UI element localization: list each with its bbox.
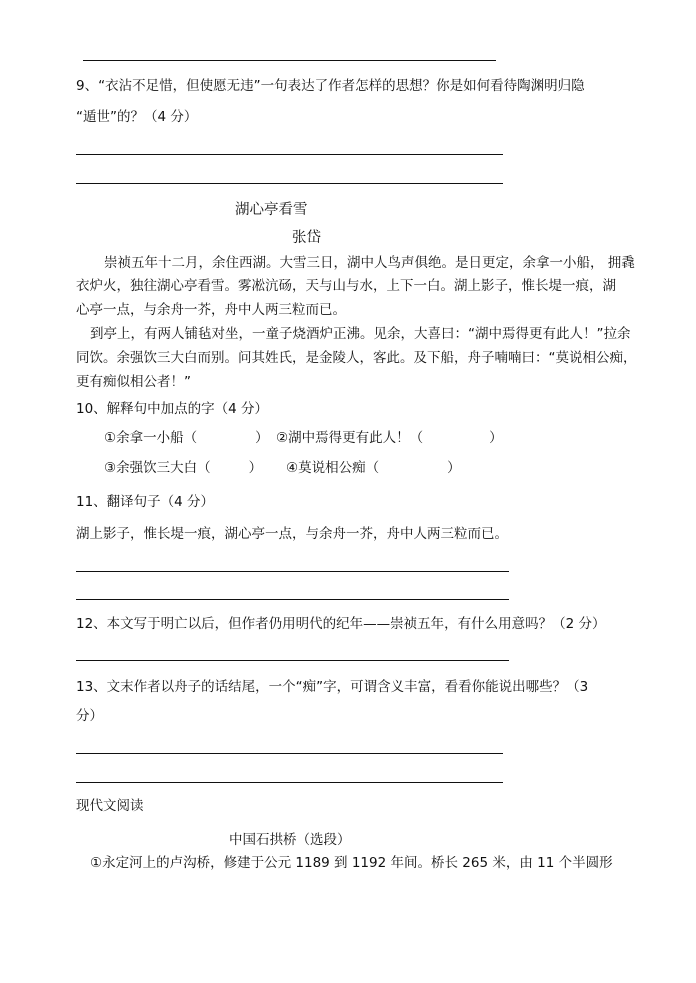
poem-paragraph-2-line-3: 更有痴似相公者！” [76,374,191,390]
item-close: ） [255,430,269,446]
item-text: ①余拿一小船（ [104,430,198,446]
item-text: ②湖中焉得更有此人！（ [276,430,424,446]
item-text: ③余强饮三大白（ [104,460,211,476]
question-12: 12、本文写于明亡以后，但作者仍用明代的纪年——崇祯五年，有什么用意吗？（2 分） [76,616,606,632]
poem-title: 湖心亭看雪 [235,202,308,218]
question-9-line-1: 9、“衣沾不足惜，但使愿无违”一句表达了作者怎样的思想？你是如何看待陶渊明归隐 [76,78,585,94]
poem-paragraph-1-line-3: 心亭一点，与余舟一芥，舟中人两三粒而已。 [76,302,346,318]
poem-paragraph-1-line-1: 崇祯五年十二月，余住西湖。大雪三日，湖中人鸟声俱绝。是日更定，余拿一小船， 拥毳 [104,255,635,271]
question-13-line-1: 13、文末作者以舟子的话结尾，一个“痴”字，可谓含义丰富，看看你能说出哪些？（3 [76,679,589,695]
question-10-item-2 [276,428,503,448]
poem-author: 张岱 [292,230,321,246]
question-10-item-1 [104,428,269,448]
question-11-title: 11、翻译句子（4 分） [76,494,215,510]
question-11-sentence: 湖上影子，惟长堤一痕，湖心亭一点，与余舟一芥，舟中人两三粒而已。 [76,526,508,542]
item-text: ④莫说相公痴（ [286,460,380,476]
article-paragraph-1: ①永定河上的卢沟桥，修建于公元 1189 到 1192 年间。桥长 265 米，由 11 个半圆形 [90,855,613,871]
question-10-item-4 [286,458,461,478]
poem-paragraph-2-line-2: 同饮。余强饮三大白而别。问其姓氏，是金陵人，客此。及下船，舟子喃喃曰：“莫说相公痴， [76,350,637,366]
poem-paragraph-1-line-2: 衣炉火，独往湖心亭看雪。雾凇沆砀，天与山与水，上下一白。湖上影子，惟长堤一痕，湖 [76,278,616,294]
answer-line [76,599,509,600]
item-close: ） [447,460,461,476]
answer-line [76,183,503,184]
answer-line [76,782,503,783]
answer-line [83,60,496,61]
article-title: 中国石拱桥（选段） [229,832,351,848]
question-10-item-3 [104,458,262,478]
section-heading: 现代文阅读 [76,798,144,814]
answer-line [76,753,503,754]
question-9-line-2: “遁世”的？（4 分） [76,109,198,125]
answer-line [76,571,509,572]
item-close: ） [248,460,263,476]
question-13-line-2: 分） [76,708,103,724]
question-10-title: 10、解释句中加点的字（4 分） [76,401,269,417]
poem-paragraph-2-line-1: 到亭上，有两人铺毡对坐，一童子烧酒炉正沸。见余，大喜曰：“湖中焉得更有此人！”拉余 [90,326,631,342]
answer-line [76,660,509,661]
item-close: ） [489,430,503,446]
answer-line [76,154,503,155]
